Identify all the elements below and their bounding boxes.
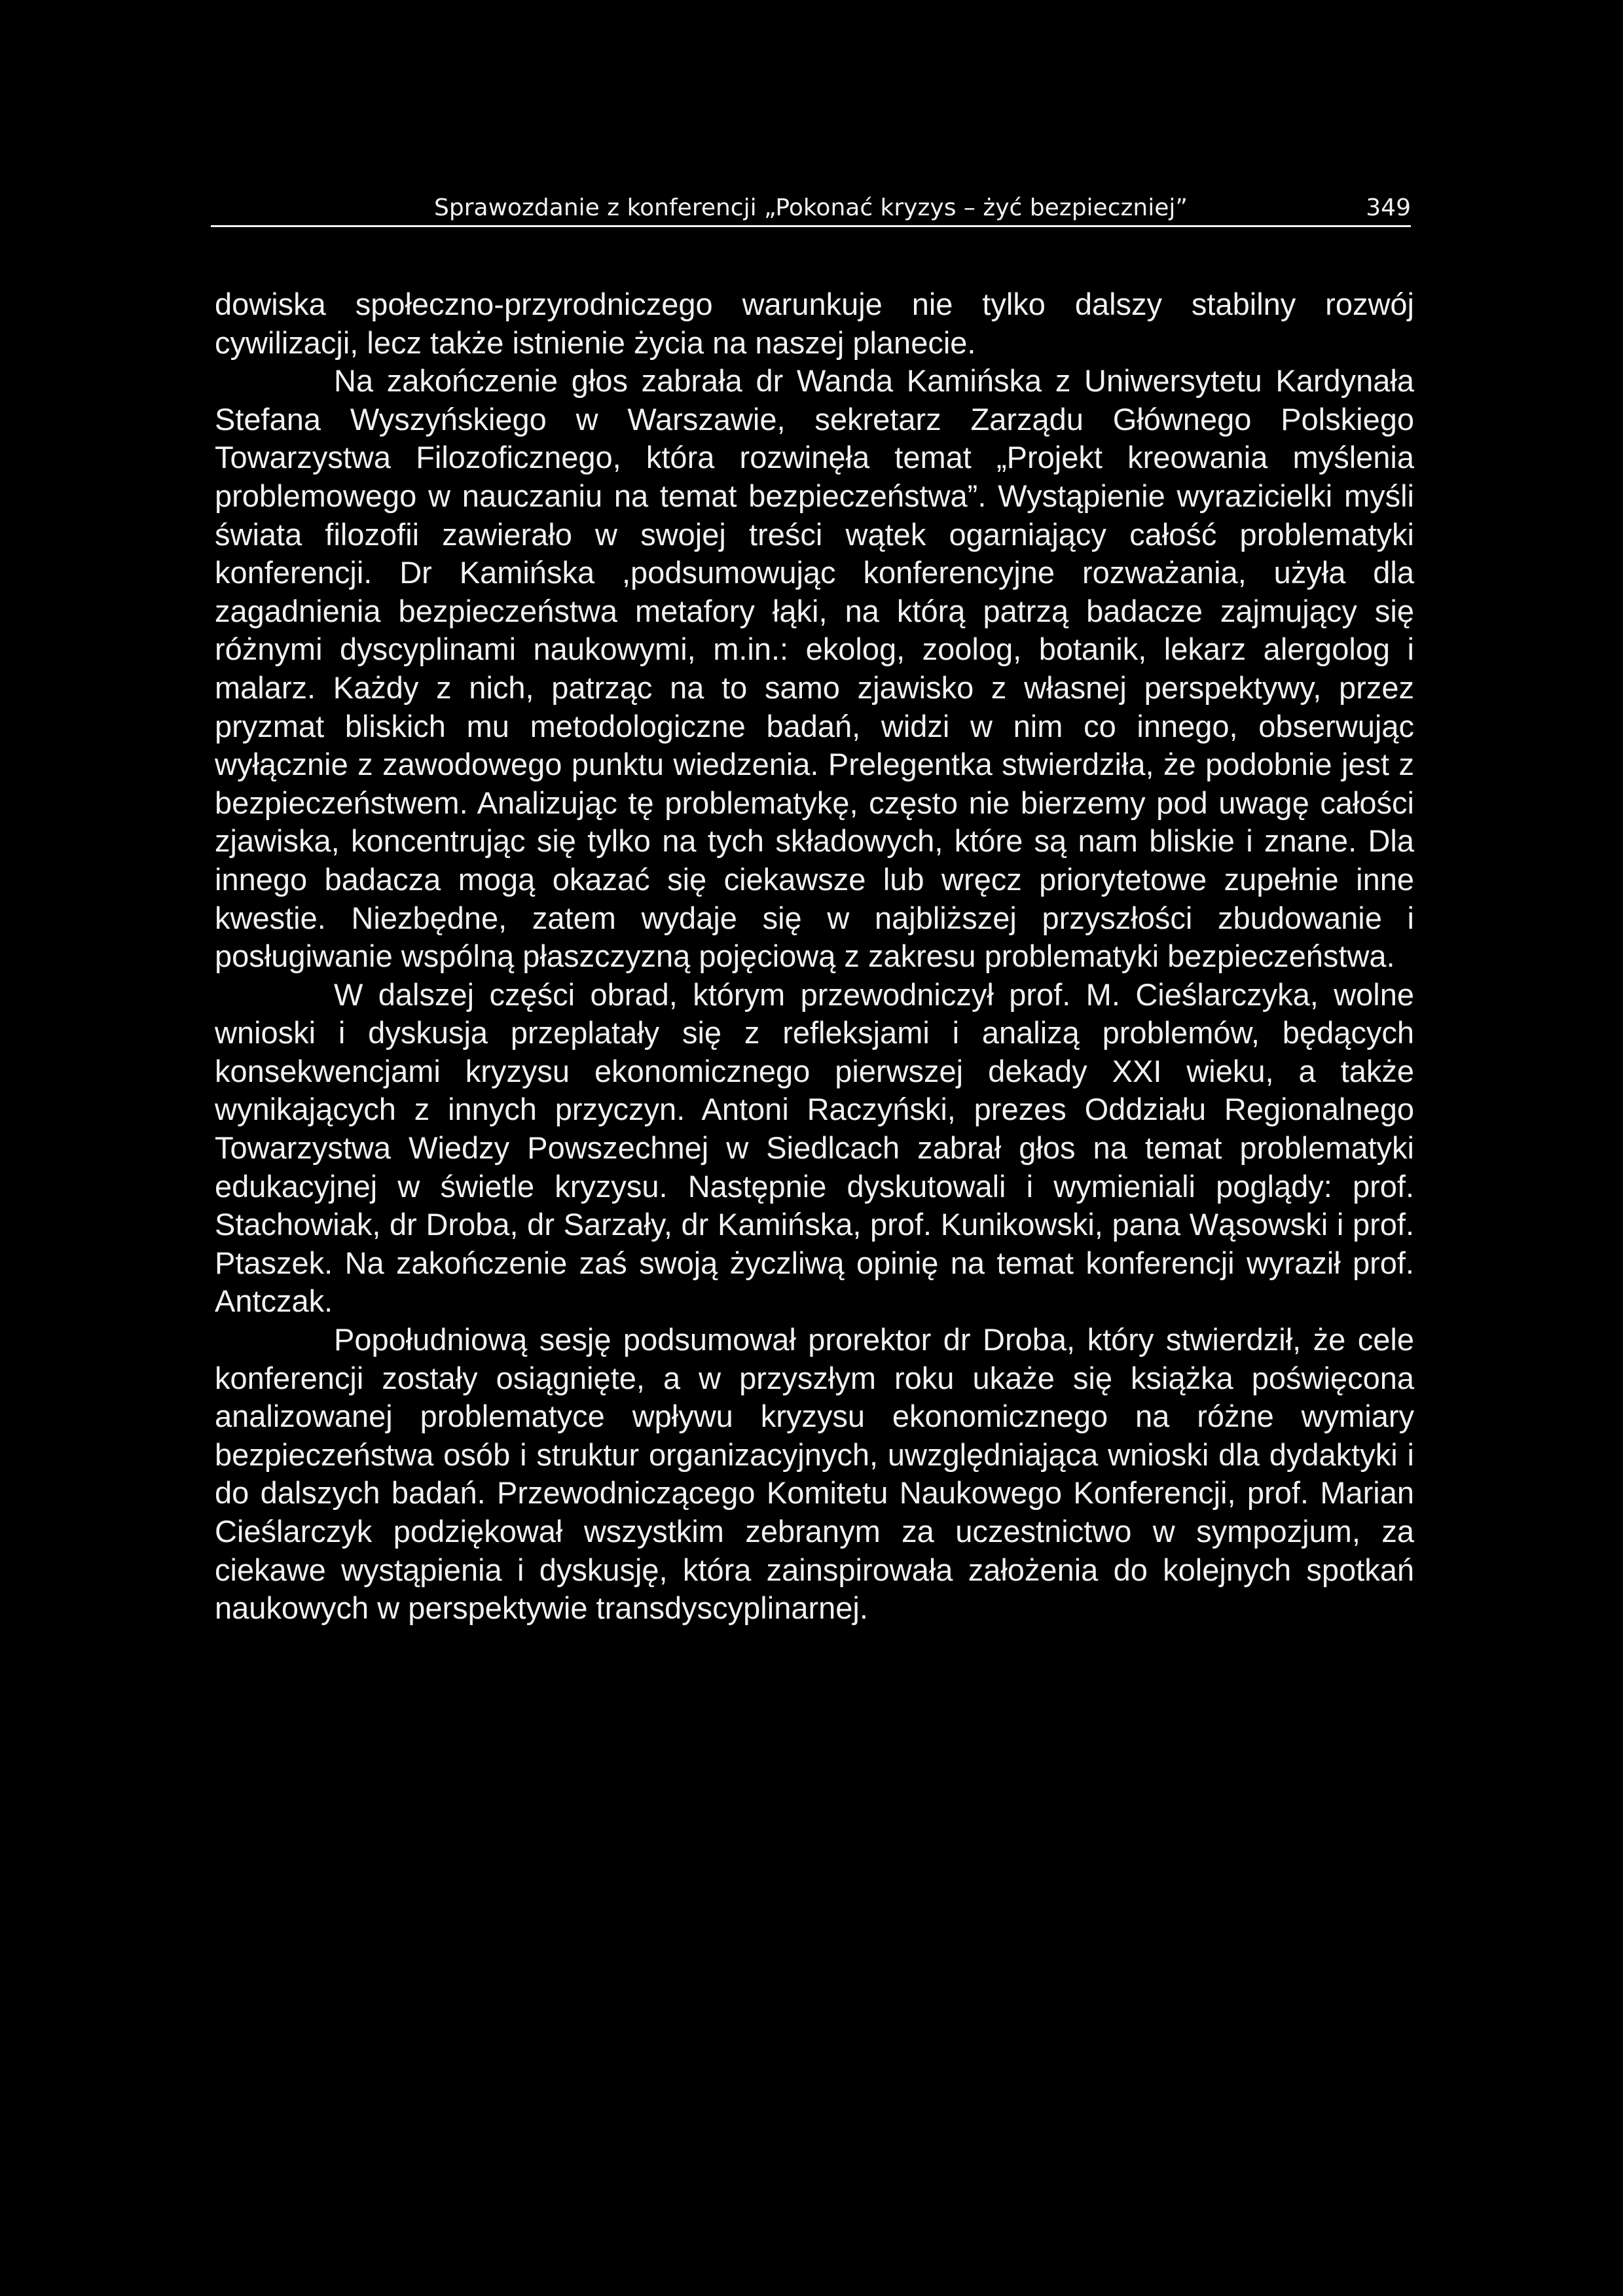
paragraph-kaminska-lecture: Na zakończenie głos zabrała dr Wanda Kamińska z Uniwersytetu Kardynała Stefana Wyszyńskiego w Warszawie, sekretarz Zarządu Głównego Polskiego Towarzystwa Filozoficznego, która rozwinęła temat „Projekt kreowania myślenia problemowego w nauczaniu na temat bezpieczeństwa”. Wystąpienie wyrazicielki myśli świata filozofii zawierało w swojej treści wątek ogarniający całość problematyki konferencji. Dr Kamińska ,podsumowując konferencyjne rozważania, użyła dla zagadnienia bezpieczeństwa metafory łąki, na którą patrzą badacze zajmujący się różnymi dyscyplinami naukowymi, m.in.: ekolog, zoolog, botanik, lekarz alergolog i malarz. Każdy z nich, patrząc na to samo zjawisko z własnej perspektywy, przez pryzmat bliskich mu metodologiczne badań, widzi w nim co innego, obserwując wyłącznie z zawodowego punktu wiedzenia. Prelegentka stwierdziła, że podobnie jest z bezpieczeństwem. Analizując tę problematykę, często nie bierzemy pod uwagę całości zjawiska, koncentrując się tylko na tych składowych, które są nam bliskie i znane. Dla innego badacza mogą okazać się ciekawsze lub wręcz priorytetowe zupełnie inne kwestie. Niezbędne, zatem wydaje się w najbliższej przyszłości zbudowanie i posługiwanie wspólną płaszczyzną pojęciową z zakresu problematyki bezpieczeństwa. (215, 363, 1414, 974)
page-number: 349 (1366, 194, 1411, 221)
paragraph-summary: Popołudniową sesję podsumował prorektor dr Droba, który stwierdził, że cele konferencji zostały osiągnięte, a w przyszłym roku ukaże się książka poświęcona analizowanej problematyce wpływu kryzysu ekonomicznego na różne wymiary bezpieczeństwa osób i struktur organizacyjnych, uwzględniająca wnioski dla dydaktyki i do dalszych badań. Przewodniczącego Komitetu Naukowego Konferencji, prof. Marian Cieślarczyk podziękował wszystkim zebranym za uczestnictwo w sympozjum, za ciekawe wystąpienia i dyskusję, która zainspirowała założenia do kolejnych spotkań naukowych w perspektywie transdyscyplinarnej. (215, 1322, 1414, 1626)
paragraph-discussion: W dalszej części obrad, którym przewodniczył prof. M. Cieślarczyka, wolne wnioski i dyskusja przeplatały się z refleksjami i analizą problemów, będących konsekwencjami kryzysu ekonomicznego pierwszej dekady XXI wieku, a także wynikających z innych przyczyn. Antoni Raczyński, prezes Oddziału Regionalnego Towarzystwa Wiedzy Powszechnej w Siedlcach zabrał głos na temat problematyki edukacyjnej w świetle kryzysu. Następnie dyskutowali i wymieniali poglądy: prof. Stachowiak, dr Droba, dr Sarzały, dr Kamińska, prof. Kunikowski, pana Wąsowski i prof. Ptaszek. Na zakończenie zaś swoją życzliwą opinię na temat konferencji wyraził prof. Antczak. (215, 977, 1414, 1319)
running-title: Sprawozdanie z konferencji „Pokonać kryzys – żyć bezpieczniej” (434, 194, 1188, 221)
article-body (215, 285, 1414, 1628)
running-head (211, 191, 1411, 227)
paragraph-continuation: dowiska społeczno-przyrodniczego warunkuje nie tylko dalszy stabilny rozwój cywilizacji, lecz także istnienie życia na naszej planecie. (215, 287, 1414, 360)
